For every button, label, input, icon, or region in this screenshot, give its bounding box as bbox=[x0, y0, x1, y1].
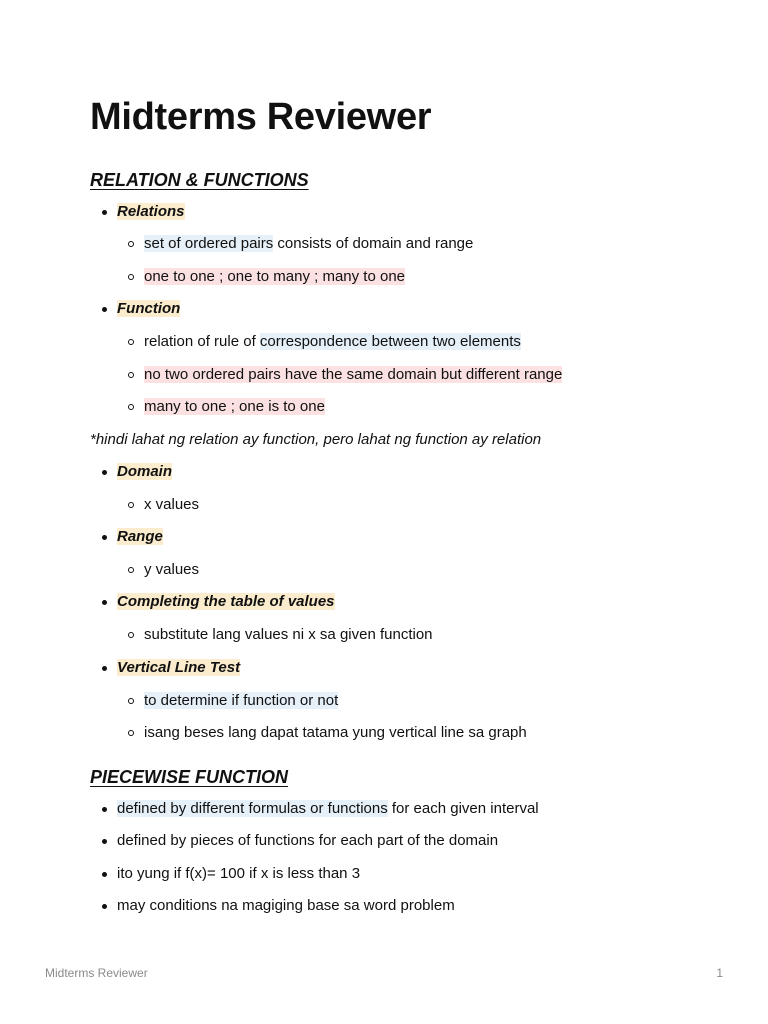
list-subitem: substitute lang values ni x sa given function bbox=[144, 626, 433, 643]
list-item-domain bbox=[117, 462, 172, 482]
note-text: *hindi lahat ng relation ay function, pero lahat ng function ay relation bbox=[90, 431, 542, 448]
list-item: defined by pieces of functions for each part of the domain bbox=[117, 832, 499, 849]
list-item: ito yung if f(x)= 100 if x is less than 3 bbox=[117, 865, 361, 882]
highlighted-text: set of ordered pairs bbox=[144, 235, 274, 252]
term-function: Function bbox=[117, 300, 181, 317]
highlighted-text: to determine if function or not bbox=[144, 692, 339, 709]
list-subitem: x values bbox=[144, 496, 200, 513]
highlighted-text: defined by different formulas or functions bbox=[117, 800, 388, 817]
list-subitem bbox=[144, 691, 338, 711]
list-item: may conditions na magiging base sa word problem bbox=[117, 897, 455, 914]
list-item-relations bbox=[117, 202, 185, 222]
term-domain: Domain bbox=[117, 463, 173, 480]
list-subitem bbox=[144, 267, 405, 287]
list-subitem: y values bbox=[144, 561, 200, 578]
term-table-of-values: Completing the table of values bbox=[117, 593, 335, 610]
list-subitem bbox=[144, 234, 473, 254]
highlighted-text: no two ordered pairs have the same domain but different range bbox=[144, 366, 563, 383]
body-text: for each given interval bbox=[387, 800, 539, 817]
section-heading-piecewise-function: PIECEWISE FUNCTION bbox=[90, 767, 289, 787]
list-item-table-of-values bbox=[117, 592, 335, 612]
footer-page-number: 1 bbox=[716, 966, 723, 980]
body-text: consists of domain and range bbox=[273, 235, 474, 252]
highlighted-text: one to one ; one to many ; many to one bbox=[144, 268, 406, 285]
list-item-range bbox=[117, 527, 163, 547]
term-vertical-line-test: Vertical Line Test bbox=[117, 659, 241, 676]
list-subitem: isang beses lang dapat tatama yung vertical line sa graph bbox=[144, 724, 527, 741]
page-title: Midterms Reviewer bbox=[90, 96, 432, 138]
highlighted-text: correspondence between two elements bbox=[259, 333, 521, 350]
list-subitem bbox=[144, 365, 562, 385]
footer-document-title: Midterms Reviewer bbox=[45, 966, 148, 980]
list-item-function bbox=[117, 299, 180, 319]
highlighted-text: many to one ; one is to one bbox=[144, 398, 325, 415]
section-heading-relation-functions: RELATION & FUNCTIONS bbox=[90, 170, 309, 190]
list-subitem bbox=[144, 332, 521, 352]
term-relations: Relations bbox=[117, 203, 185, 220]
term-range: Range bbox=[117, 528, 163, 545]
list-subitem bbox=[144, 397, 325, 417]
list-item bbox=[117, 799, 539, 819]
body-text: relation of rule of bbox=[144, 333, 260, 350]
list-item-vertical-line-test bbox=[117, 658, 240, 678]
